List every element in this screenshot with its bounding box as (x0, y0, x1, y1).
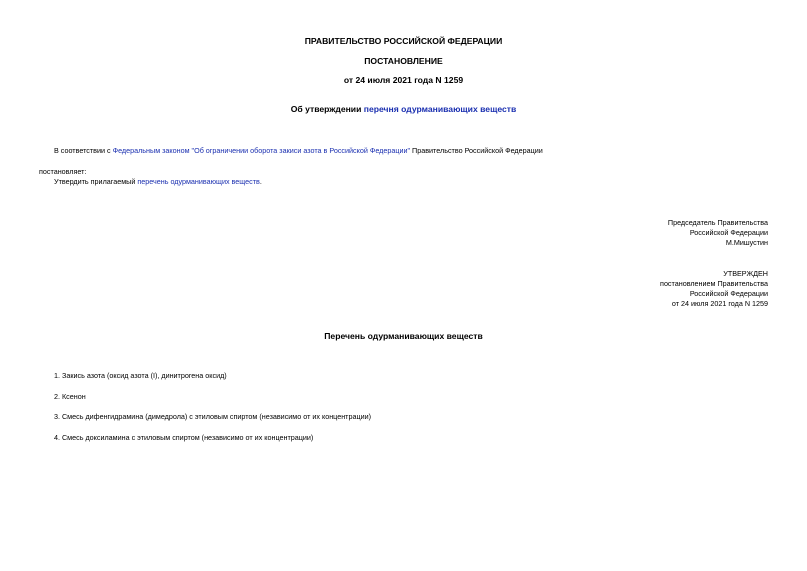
paragraph-2-prefix: Утвердить прилагаемый (54, 177, 138, 186)
title-link[interactable]: перечня одурманивающих веществ (363, 104, 517, 114)
paragraph-2 (54, 177, 262, 187)
list-item: 4. Смесь доксиламина с этиловым спиртом (независимо от их концентрации) (54, 433, 314, 442)
paragraph-2-suffix: . (259, 177, 262, 186)
signature-position: Председатель Правительства (667, 218, 768, 227)
approval-date: от 24 июля 2021 года N 1259 (671, 299, 768, 308)
government-heading: ПРАВИТЕЛЬСТВО РОССИЙСКОЙ ФЕДЕРАЦИИ (304, 36, 503, 46)
resolves-text: постановляет: (39, 167, 87, 176)
federal-law-link[interactable]: Федеральным законом "Об ограничении оборота закиси азота в Российской Федерации" (112, 146, 411, 155)
list-item: 3. Смесь дифенгидрамина (димедрола) с этиловым спиртом (независимо от их концентрации) (54, 412, 371, 421)
substances-list-link[interactable]: перечень одурманивающих веществ (137, 177, 260, 186)
signature-country: Российской Федерации (689, 228, 768, 237)
signature-name: М.Мишустин (725, 238, 768, 247)
doc-type-heading: ПОСТАНОВЛЕНИЕ (364, 56, 443, 66)
document-title (0, 104, 807, 115)
document-title-prefix: Об утверждении (290, 104, 364, 114)
paragraph-1-suffix: Правительство Российской Федерации (410, 146, 543, 155)
paragraph-1 (54, 146, 543, 156)
list-item: 2. Ксенон (54, 392, 86, 401)
approval-country: Российской Федерации (689, 289, 768, 298)
date-line: от 24 июля 2021 года N 1259 (343, 75, 464, 85)
paragraph-1-prefix: В соответствии с (54, 146, 113, 155)
approval-label: УТВЕРЖДЕН (723, 269, 768, 278)
list-title: Перечень одурманивающих веществ (324, 331, 483, 341)
list-item: 1. Закись азота (оксид азота (I), динитрогена оксид) (54, 371, 227, 380)
approval-by: постановлением Правительства (660, 279, 768, 288)
